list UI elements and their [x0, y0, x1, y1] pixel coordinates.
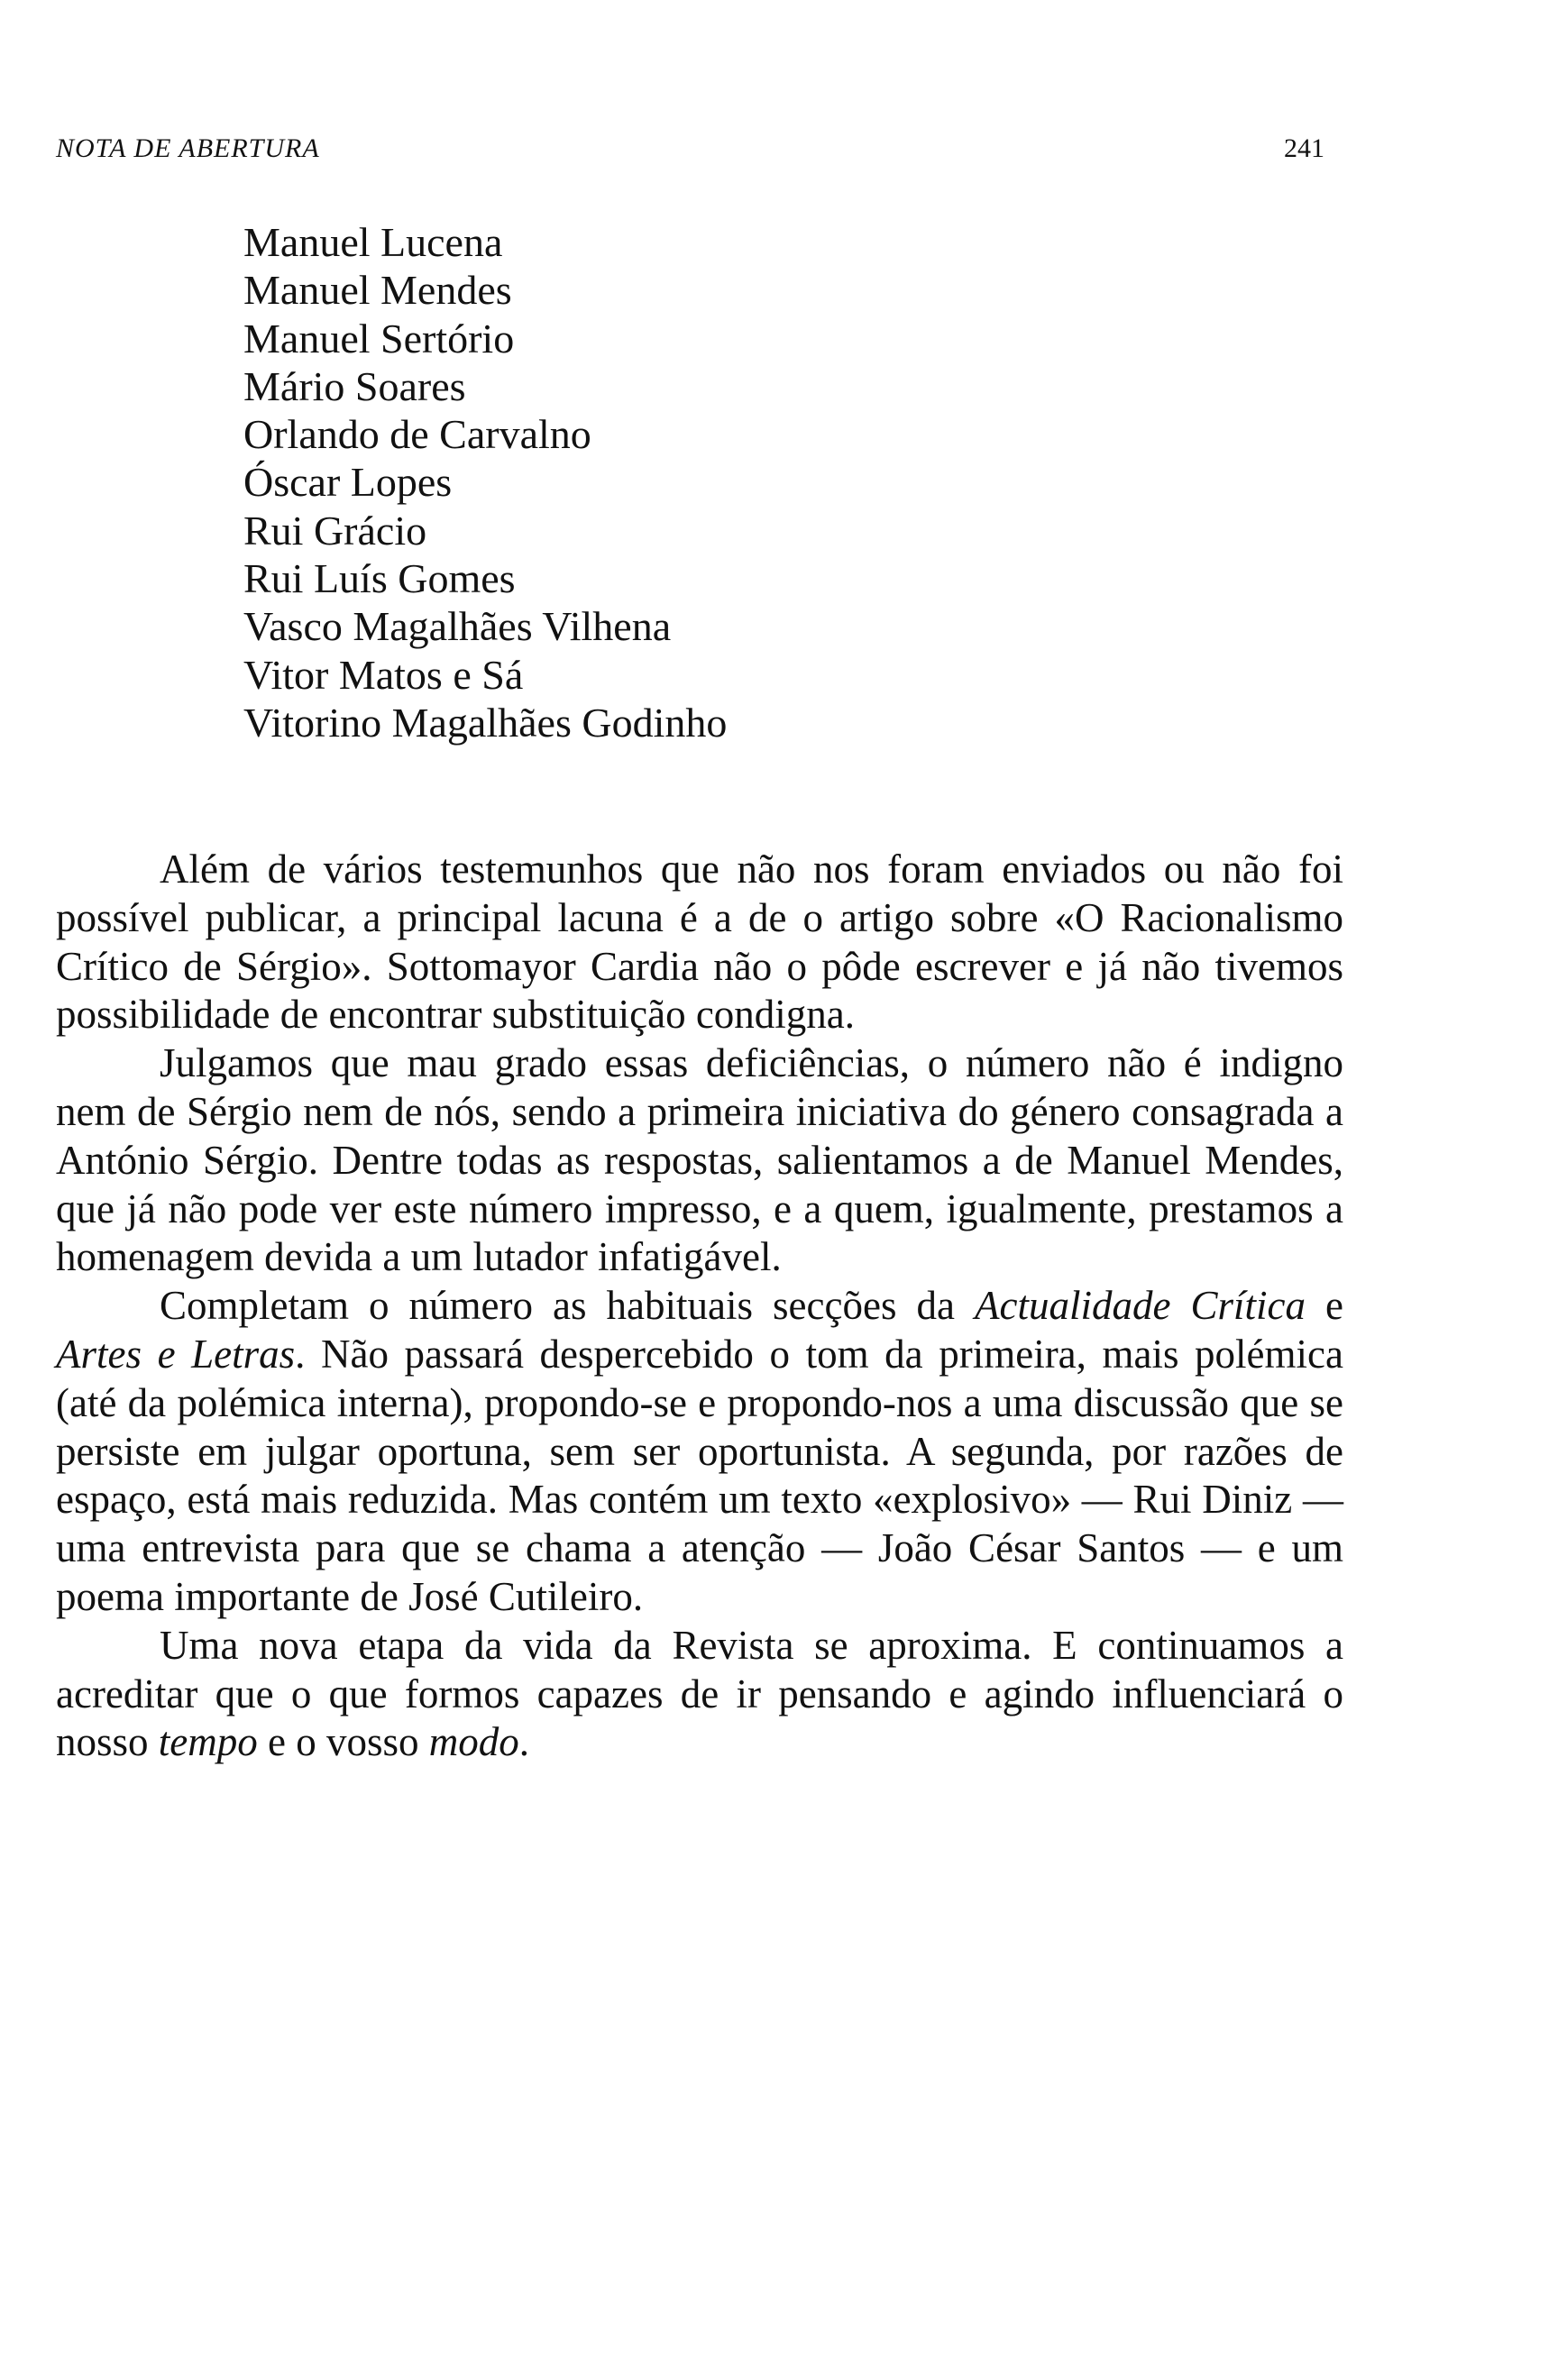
list-item: Óscar Lopes: [243, 459, 453, 506]
italic-section-title: Artes e Letras: [56, 1331, 296, 1377]
paragraph-issue-assessment: Julgamos que mau grado essas deficiências, o número não é indigno nem de Sérgio nem de nós, sendo a primeira iniciativa do género consagrada a António Sérgio. Dentre todas as respostas, salientamos a de Manuel Mendes, que já não pode ver este número impresso, e a quem, igualmente, prestamos a homenagem devida a um lutador infatigável.: [56, 1040, 1343, 1280]
list-item: Manuel Mendes: [243, 267, 512, 314]
page-number: 241: [1284, 133, 1324, 163]
italic-section-title: Actualidade Crítica: [975, 1283, 1306, 1329]
italic-word: tempo: [158, 1719, 258, 1765]
list-item: Rui Luís Gomes: [243, 555, 516, 602]
italic-word: modo: [428, 1719, 519, 1765]
list-item: Rui Grácio: [243, 507, 427, 554]
text-run: e o vosso: [257, 1719, 429, 1765]
list-item: Vasco Magalhães Vilhena: [243, 603, 672, 650]
text-run: Completam o número as habituais secções da: [160, 1283, 975, 1329]
text-run: .: [518, 1719, 530, 1765]
list-item: Manuel Sertório: [243, 315, 515, 362]
paragraph-closing: [56, 1622, 1343, 1767]
list-item: Orlando de Carvalno: [243, 411, 591, 458]
paragraph-missing-contributions: Além de vários testemunhos que não nos foram enviados ou não foi possível publicar, a principal lacuna é a de o artigo sobre «O Racionalismo Crítico de Sérgio». Sottomayor Cardia não o pôde escrever e já não tivemos possibilidade de encontrar substituição condigna.: [56, 847, 1343, 1038]
list-item: Vitor Matos e Sá: [243, 651, 524, 698]
list-item: Manuel Lucena: [243, 219, 503, 265]
text-run: e: [1305, 1283, 1343, 1329]
name-list: [243, 218, 727, 746]
text-run: Uma nova etapa da vida da Revista se aproxima. E continuamos a acreditar que o que formos capazes de ir pensando e agindo influenciará o nosso: [56, 1622, 1343, 1765]
list-item: Vitorino Magalhães Godinho: [243, 699, 728, 746]
paragraph-sections: [56, 1282, 1343, 1622]
running-title: NOTA DE ABERTURA: [56, 133, 320, 163]
list-item: Mário Soares: [243, 362, 466, 409]
body-text: [56, 846, 1343, 1767]
text-run: . Não passará despercebido o tom da primeira, mais polémica (até da polémica interna), propondo-se e propondo-nos a uma discussão que se persiste em julgar oportuna, sem ser oportunista. A segunda, por razões de espaço, está mais reduzida. Mas contém um texto «explosivo» — Rui Diniz — uma entrevista para que se chama a atenção — João César Santos — e um poema importante de José Cutileiro.: [56, 1331, 1343, 1619]
